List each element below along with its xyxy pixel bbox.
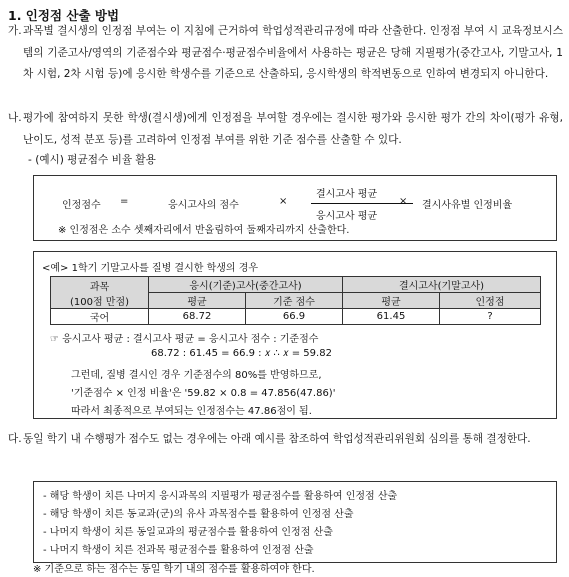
example-table xyxy=(50,276,541,325)
example-box xyxy=(33,251,557,419)
item-da-text: 동일 학기 내 수행평가 점수도 없는 경우에는 아래 예시를 참조하여 학업성적관리위원회 심의를 통해 결정한다. xyxy=(23,433,531,445)
table-col-header: 평균 xyxy=(343,293,440,309)
table-row xyxy=(51,309,541,325)
table-col-header: 기준 점수 xyxy=(246,293,343,309)
table-header-subject: 과목 (100점 만점) xyxy=(51,277,149,309)
formula-times-1: × xyxy=(279,196,288,207)
item-ga xyxy=(8,21,563,107)
formula-lhs: 인정점수 xyxy=(62,200,101,211)
table-header-missed: 결시고사(기말고사) xyxy=(343,277,541,293)
table-header-taken: 응시(기준)고사(중간고사) xyxy=(149,277,343,293)
fraction-bar xyxy=(311,203,413,204)
table-cell: 국어 xyxy=(51,309,149,325)
item-na-text: 평가에 참여하지 못한 학생(결시생)에게 인정점을 부여할 경우에는 결시한 평가와 응시한 평가 간의 차이(평가 유형, 난이도, 성적 분포 등)를 고려하여 인정점 부여를 위한 기준 점수를 산출할 수 있다. xyxy=(23,112,563,146)
table-cell: 68.72 xyxy=(149,309,246,325)
example-caption: <예> 1학기 기말고사를 질병 결시한 학생의 경우 xyxy=(42,263,259,274)
item-da-marker: 다. xyxy=(8,433,22,445)
calc-line-5: 따라서 최종적으로 부여되는 인정점수는 47.86점이 됨. xyxy=(71,406,312,417)
item-ga-marker: 가. xyxy=(8,25,22,37)
item-na xyxy=(8,108,563,152)
calc-line-1: ☞ 응시고사 평균 : 결시고사 평균 = 응시고사 점수 : 기준점수 xyxy=(50,334,319,345)
table-cell: ? xyxy=(440,309,541,325)
item-na-marker: 나. xyxy=(8,112,22,124)
table-col-header: 평균 xyxy=(149,293,246,309)
calc-line-3: 그런데, 질병 결시인 경우 기준점수의 80%를 반영하므로, xyxy=(71,370,322,381)
formula-rate: 결시사유별 인정비율 xyxy=(422,200,513,211)
list-item: - 나머지 학생이 치른 전과목 평균점수를 활용하여 인정점 산출 xyxy=(43,545,314,556)
method-list-box xyxy=(33,481,557,563)
formula-note: ※ 인정점은 소수 셋째자리에서 반올림하여 둘째자리까지 산출한다. xyxy=(58,225,350,236)
formula-equals: = xyxy=(120,196,129,207)
list-item: - 해당 학생이 치른 나머지 응시과목의 지필평가 평균점수를 활용하여 인정점 산출 xyxy=(43,491,398,502)
formula-times-2: × xyxy=(399,196,408,207)
list-item: - 해당 학생이 치른 동교과(군)의 유사 과목점수를 활용하여 인정점 산출 xyxy=(43,509,354,520)
item-da xyxy=(8,429,563,473)
section-title: 1. 인정점 산출 방법 xyxy=(8,8,120,23)
formula-score: 응시고사의 점수 xyxy=(168,200,239,211)
table-cell: 61.45 xyxy=(343,309,440,325)
formula-box xyxy=(33,175,557,241)
formula-denominator: 응시고사 평균 xyxy=(316,211,378,222)
formula-numerator: 결시고사 평균 xyxy=(316,189,378,200)
table-cell: 66.9 xyxy=(246,309,343,325)
example-heading: - (예시) 평균점수 비율 활용 xyxy=(28,154,156,166)
table-col-header: 인정점 xyxy=(440,293,541,309)
item-ga-text: 과목별 결시생의 인정점 부여는 이 지침에 근거하여 학업성적관리규정에 따라 산출한다. 인정점 부여 시 교육정보시스템의 기준고사/영역의 기준점수와 평균점수·평균점수비율에서 사용하는 평균은 당해 지필평가(중간고사, 기말고사, 1차 시험, 2차 시험 등)에 응시한 학생수를 기준으로 산출하되, 응시학생의 학적변동으로 인하여 변경되지 아니한다. xyxy=(23,25,563,80)
calc-line-4: '기준점수 × 인정 비율'은 '59.82 × 0.8 = 47.856(47.86)' xyxy=(71,388,336,399)
list-item: - 나머지 학생이 치른 동일교과의 평균점수를 활용하여 인정점 산출 xyxy=(43,527,333,538)
footer-note: ※ 기준으로 하는 점수는 동일 학기 내의 점수를 활용하여야 한다. xyxy=(33,564,315,575)
calc-line-2: 68.72 : 61.45 = 66.9 : 𝑥 ∴ 𝑥 = 59.82 xyxy=(151,348,332,359)
